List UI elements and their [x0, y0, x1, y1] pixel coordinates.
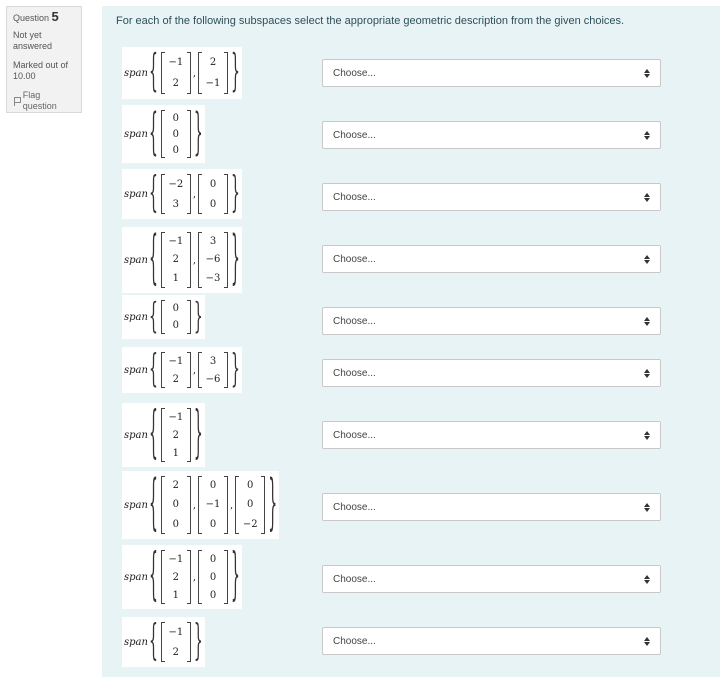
description-select[interactable]	[322, 245, 661, 273]
span-expression	[122, 545, 242, 609]
vector-component: −1	[205, 499, 221, 511]
question-content	[102, 6, 720, 677]
right-brace: }	[193, 403, 203, 467]
span-label: span	[124, 571, 148, 583]
select-value: Choose...	[333, 573, 376, 585]
right-brace: }	[193, 618, 203, 666]
vector-component: 2	[172, 78, 180, 89]
vector-component: −1	[205, 78, 221, 89]
select-arrows-icon	[644, 192, 650, 203]
vector-component: 0	[172, 303, 180, 314]
vector	[198, 52, 228, 94]
span-label: span	[124, 67, 148, 79]
select-arrows-icon	[644, 254, 650, 265]
vector-component: −1	[168, 235, 184, 247]
flag-question-label: Flag question	[22, 90, 57, 111]
span-expression	[122, 295, 205, 339]
select-arrows-icon	[644, 68, 650, 79]
vector-component: 1	[172, 273, 180, 285]
span-expression	[122, 617, 205, 667]
question-label: Question	[13, 13, 50, 23]
description-select[interactable]	[322, 565, 661, 593]
select-arrows-icon	[644, 636, 650, 647]
vector-component: 0	[209, 480, 217, 492]
description-select[interactable]	[322, 493, 661, 521]
question-number	[13, 11, 75, 24]
vector	[161, 52, 191, 94]
vector-component: 0	[209, 178, 217, 190]
span-label: span	[124, 254, 148, 266]
description-select[interactable]	[322, 359, 661, 387]
vector-component: 2	[172, 429, 180, 441]
vector-component: 2	[172, 254, 180, 266]
span-expression	[122, 471, 279, 539]
left-brace: {	[148, 226, 158, 294]
vector-component: 2	[172, 571, 180, 583]
span-label: span	[124, 636, 148, 648]
right-brace: }	[193, 105, 203, 163]
vector-component: −1	[168, 553, 184, 565]
vector-component: −1	[168, 626, 184, 638]
vector-component: 0	[172, 320, 180, 331]
comma: ,	[192, 571, 197, 583]
vector-component: 0	[209, 589, 217, 601]
comma: ,	[192, 254, 197, 266]
span-label: span	[124, 128, 148, 140]
vector-component: −3	[205, 273, 221, 285]
vector-component: 2	[172, 480, 180, 492]
question-state: Not yet answered	[13, 30, 53, 51]
select-value: Choose...	[333, 501, 376, 513]
select-value: Choose...	[333, 129, 376, 141]
vector-component: 1	[172, 447, 180, 459]
vector-component: 2	[172, 373, 180, 385]
left-brace: {	[148, 105, 158, 163]
vector	[161, 352, 191, 388]
question-grade: Marked out of 10.00	[13, 60, 69, 81]
question-number-value: 5	[51, 9, 59, 24]
select-value: Choose...	[333, 367, 376, 379]
description-select[interactable]	[322, 59, 661, 87]
vector-component: −1	[168, 411, 184, 423]
select-value: Choose...	[333, 253, 376, 265]
right-brace: }	[193, 296, 203, 338]
vector-component: 0	[209, 198, 217, 210]
left-brace: {	[148, 403, 158, 467]
span-expression	[122, 347, 242, 393]
vector-component: 0	[172, 112, 180, 124]
select-value: Choose...	[333, 429, 376, 441]
span-label: span	[124, 188, 148, 200]
select-value: Choose...	[333, 191, 376, 203]
span-expression	[122, 227, 242, 293]
comma: ,	[192, 364, 197, 376]
right-brace: }	[231, 226, 240, 294]
vector	[235, 476, 265, 534]
vector	[161, 174, 191, 214]
span-label: span	[124, 311, 148, 323]
select-value: Choose...	[333, 635, 376, 647]
left-brace: {	[148, 170, 158, 218]
vector-component: 0	[172, 499, 180, 511]
vector-component: 3	[209, 355, 217, 367]
left-brace: {	[148, 348, 158, 392]
right-brace: }	[231, 170, 240, 218]
description-select[interactable]	[322, 121, 661, 149]
vector-component: 1	[172, 589, 180, 601]
span-expression	[122, 403, 205, 467]
vector-component: 0	[209, 553, 217, 565]
select-arrows-icon	[644, 574, 650, 585]
description-select[interactable]	[322, 421, 661, 449]
right-brace: }	[268, 470, 278, 540]
vector-component: 2	[209, 57, 217, 68]
vector-component: 3	[209, 235, 217, 247]
vector	[161, 110, 191, 158]
vector	[198, 174, 228, 214]
left-brace: {	[148, 296, 158, 338]
vector-component: 2	[172, 646, 180, 658]
span-label: span	[124, 364, 148, 376]
right-brace: }	[231, 348, 240, 392]
flag-question-link[interactable]	[13, 90, 75, 112]
vector	[198, 352, 228, 388]
description-select[interactable]	[322, 183, 661, 211]
vector-component: −1	[168, 355, 184, 367]
select-arrows-icon	[644, 502, 650, 513]
question-info-panel	[6, 6, 82, 113]
comma: ,	[192, 499, 197, 511]
vector	[161, 550, 191, 604]
vector	[161, 232, 191, 288]
vector-component: −6	[205, 254, 221, 266]
left-brace: {	[148, 545, 158, 609]
description-select[interactable]	[322, 627, 661, 655]
vector	[161, 300, 191, 334]
flag-icon	[13, 97, 21, 106]
vector-component: −1	[168, 57, 184, 68]
vector-component: 0	[172, 128, 180, 140]
vector	[198, 550, 228, 604]
vector	[161, 476, 191, 534]
vector-component: 0	[209, 571, 217, 583]
comma: ,	[192, 67, 197, 79]
vector-component: 0	[247, 499, 254, 511]
question-text: For each of the following subspaces select the appropriate geometric description from the given choices.	[116, 15, 625, 27]
comma: ,	[230, 499, 234, 511]
vector-component: 0	[172, 518, 180, 530]
left-brace: {	[148, 470, 158, 540]
left-brace: {	[148, 47, 158, 99]
left-brace: {	[148, 618, 158, 666]
right-brace: }	[231, 545, 240, 609]
select-value: Choose...	[333, 67, 376, 79]
select-arrows-icon	[644, 130, 650, 141]
vector-component: 0	[172, 144, 180, 156]
vector-component: −2	[242, 518, 258, 530]
vector	[198, 232, 228, 288]
vector-component: −2	[168, 178, 184, 190]
span-expression	[122, 169, 242, 219]
description-select[interactable]	[322, 307, 661, 335]
select-value: Choose...	[333, 315, 376, 327]
vector-component: −6	[205, 373, 221, 385]
span-expression	[122, 105, 205, 163]
comma: ,	[192, 188, 197, 200]
vector-component: 3	[172, 198, 180, 210]
span-label: span	[124, 499, 148, 511]
span-expression	[122, 47, 242, 99]
vector	[198, 476, 228, 534]
select-arrows-icon	[644, 430, 650, 441]
vector	[161, 408, 191, 462]
right-brace: }	[231, 47, 240, 99]
vector-component: 0	[247, 480, 254, 492]
select-arrows-icon	[644, 368, 650, 379]
span-label: span	[124, 429, 148, 441]
vector-component: 0	[209, 518, 217, 530]
select-arrows-icon	[644, 316, 650, 327]
vector	[161, 622, 191, 662]
